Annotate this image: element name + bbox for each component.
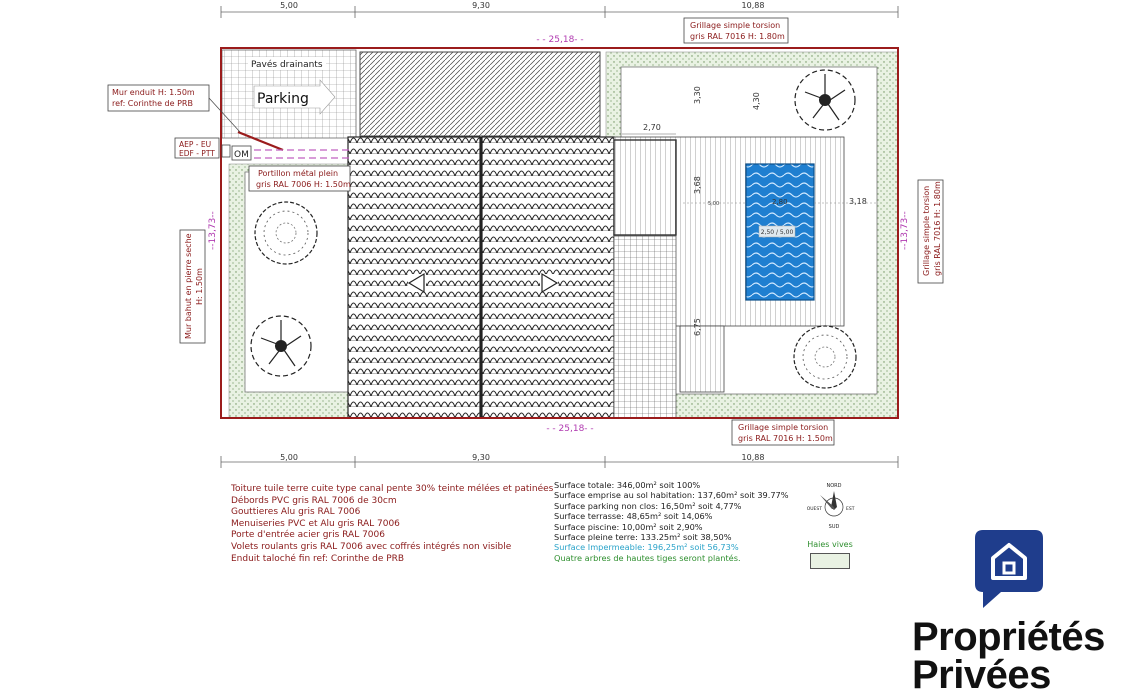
svg-text:Grillage simple torsion: Grillage simple torsion	[738, 423, 829, 432]
svg-text:gris RAL 7016 H: 1.50m: gris RAL 7016 H: 1.50m	[738, 434, 833, 443]
construction-notes	[231, 484, 553, 565]
note-line: Toiture tuile terre cuite type canal pente 30% teinte mélées et patinées	[231, 484, 554, 494]
note-line: Enduit taloché fin ref: Corinthe de PRB	[231, 553, 405, 564]
svg-text:NORD: NORD	[826, 483, 842, 489]
total-bottom: - - 25,18- -	[546, 424, 594, 434]
tree-1	[255, 202, 317, 264]
dim-430: 4,30	[752, 92, 761, 110]
surface-line: Surface terrasse: 48,65m² soit 14,06%	[554, 511, 713, 522]
grillage-bottom-annotation	[732, 420, 834, 445]
hedge-legend-swatch	[810, 553, 850, 569]
parking-label: Parking	[257, 91, 309, 107]
om-annotation	[232, 146, 251, 160]
svg-text:AEP - EU: AEP - EU	[179, 140, 212, 149]
svg-text:OUEST: OUEST	[806, 507, 822, 512]
note-line: Volets roulants gris RAL 7006 avec coffrés intégrés non visible	[231, 541, 512, 552]
tree-2	[251, 316, 311, 376]
mur-bahut-annotation	[180, 230, 205, 343]
svg-text:gris RAL 7006 H: 1.50m: gris RAL 7006 H: 1.50m	[256, 180, 351, 189]
svg-text:H: 1.50m: H: 1.50m	[195, 268, 204, 305]
hedge-legend	[800, 540, 860, 569]
roof-terrace-hatch	[360, 52, 600, 136]
covered-terrace	[614, 140, 676, 235]
note-line: Porte d'entrée acier gris RAL 7006	[231, 530, 385, 541]
dim-top-2: 9,30	[472, 1, 490, 10]
dim-bottom-2: 9,30	[472, 453, 490, 462]
svg-text:gris RAL 7016 H: 1.80m: gris RAL 7016 H: 1.80m	[690, 32, 785, 41]
svg-text:OM: OM	[234, 150, 249, 160]
svg-text:Grillage simple torsion: Grillage simple torsion	[690, 21, 781, 30]
svg-text:Portillon métal plein: Portillon métal plein	[258, 169, 339, 178]
svg-text:SUD: SUD	[828, 524, 840, 530]
dim-330: 3,30	[693, 86, 702, 104]
brand-name	[912, 615, 1105, 697]
note-line: Débords PVC gris RAL 7006 de 30cm	[231, 495, 397, 506]
hedge-legend-label: Haies vives	[807, 540, 853, 549]
surface-impermeable: Surface Impermeable: 196,25m² soit 56,73%	[554, 542, 739, 553]
grillage-right-annotation	[918, 180, 943, 283]
bottom-dimension-line	[221, 456, 898, 468]
dim-280: 2,80	[772, 198, 788, 206]
note-line: Menuiseries PVC et Alu gris RAL 7006	[231, 518, 400, 529]
dim-bottom-3: 10,88	[741, 453, 765, 462]
surface-line: Surface pleine terre: 133.25m² soit 38,50%	[554, 532, 732, 543]
total-top: - - 25,18- -	[536, 35, 584, 45]
svg-text:Mur bahut en pierre seche: Mur bahut en pierre seche	[184, 233, 193, 339]
svg-text:EST: EST	[846, 507, 855, 512]
dim-500: 5,00	[708, 201, 720, 207]
dim-270: 2,70	[643, 123, 661, 132]
grillage-top-annotation	[684, 18, 788, 43]
svg-text:Mur enduit H: 1.50m: Mur enduit H: 1.50m	[112, 88, 195, 97]
compass-rose	[807, 483, 855, 530]
total-right: --13,73--	[900, 211, 910, 250]
terrace-steps	[614, 236, 676, 418]
dim-368: 3,68	[693, 176, 702, 194]
tree-3	[795, 70, 855, 130]
dim-318: 3,18	[849, 197, 867, 206]
paves-label: Pavés drainants	[251, 60, 323, 70]
surface-line: Surface emprise au sol habitation: 137,60m² soit 39.77%	[554, 490, 789, 501]
pool-dimension: 2,50 / 5,00	[760, 229, 794, 236]
deck-lower	[680, 326, 724, 392]
dim-675: 6,75	[693, 318, 702, 336]
surface-line: Surface parking non clos: 16,50m² soit 4,77%	[554, 500, 742, 511]
svg-text:ref: Corinthe de PRB: ref: Corinthe de PRB	[112, 99, 193, 108]
home-logo-icon	[975, 530, 1043, 610]
dim-bottom-1: 5,00	[280, 453, 298, 462]
top-dimension-line	[221, 6, 898, 18]
tree-4	[794, 326, 856, 388]
svg-text:EDF - PTT: EDF - PTT	[179, 149, 215, 158]
svg-text:gris RAL 7016 H: 1.80m: gris RAL 7016 H: 1.80m	[933, 181, 942, 276]
total-left: --13,73--	[208, 211, 218, 250]
svg-text:Grillage simple torsion: Grillage simple torsion	[922, 185, 931, 276]
surface-notes	[554, 480, 789, 563]
surface-line: Surface totale: 346,00m² soit 100%	[554, 480, 701, 490]
trees-note: Quatre arbres de hautes tiges seront plantés.	[554, 552, 741, 563]
portillon-annotation	[249, 166, 351, 191]
dim-top-1: 5,00	[280, 1, 298, 10]
brand-line-1: Propriétés	[912, 615, 1105, 659]
note-line: Gouttieres Alu gris RAL 7006	[231, 507, 361, 518]
surface-line: Surface piscine: 10,00m² soit 2,90%	[554, 521, 703, 532]
brand-line-2: Privées	[912, 653, 1051, 697]
dim-top-3: 10,88	[741, 1, 765, 10]
